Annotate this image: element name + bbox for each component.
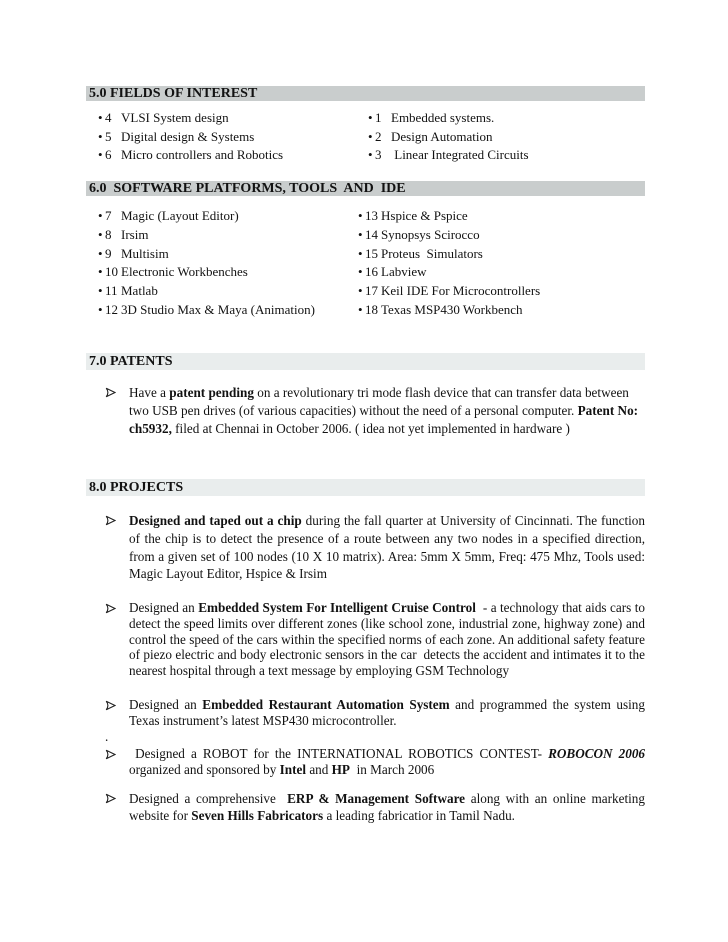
- bold-text: Designed and taped out a chip: [129, 513, 302, 529]
- section-header-software-platforms: 6.0 SOFTWARE PLATFORMS, TOOLS AND IDE: [86, 181, 645, 196]
- section-projects: [86, 479, 652, 824]
- bullet-icon: •: [358, 245, 363, 261]
- text: in March 2006: [350, 761, 435, 777]
- bullet-icon: •: [358, 282, 363, 298]
- bullet-icon: •: [98, 128, 103, 144]
- item-text: Hspice & Pspice: [381, 208, 468, 224]
- bullet-icon: •: [358, 208, 363, 224]
- list-item: [98, 263, 358, 282]
- item-text: Micro controllers and Robotics: [121, 147, 284, 163]
- text: Designed a ROBOT for the INTERNATIONAL ROBOTICS CONTEST-: [129, 745, 549, 761]
- bullet-icon: •: [98, 226, 103, 242]
- item-number: 17: [365, 282, 378, 298]
- bullet-icon: •: [98, 264, 103, 280]
- arrow-bullet-icon: [105, 793, 116, 804]
- item-number: 2: [375, 128, 382, 144]
- bullet-icon: •: [98, 282, 103, 298]
- item-text: Texas MSP430 Workbench: [381, 301, 523, 317]
- item-text: Magic (Layout Editor): [121, 208, 239, 224]
- list-item: [358, 226, 540, 245]
- text: Designed an: [129, 600, 199, 616]
- bold-italic-text: ROBOCON 2006: [548, 745, 646, 761]
- bullet-icon: •: [98, 301, 103, 317]
- bullet-icon: •: [368, 128, 373, 144]
- list-item: [358, 263, 540, 282]
- section-header-fields-of-interest: 5.0 FIELDS OF INTEREST: [86, 86, 645, 101]
- software-platforms-list: [86, 207, 645, 319]
- bold-text: Embedded Restaurant Automation System: [202, 696, 450, 712]
- list-item: [98, 146, 368, 165]
- bullet-icon: •: [98, 147, 103, 163]
- item-text: Electronic Workbenches: [121, 264, 248, 280]
- bold-text: Patent No: ch5932,: [129, 403, 642, 437]
- list-item: [98, 128, 368, 147]
- item-text: Linear Integrated Circuits: [391, 147, 529, 163]
- bullet-icon: •: [358, 226, 363, 242]
- bold-text: Intel: [279, 761, 307, 777]
- text: - a technology that aids cars to detect the speed limits over different zones (like school zone, industrial zone, highway zone) and control the speed of the cars within the specified norms of each zone. An additional safety feature of piezo electric and body electronic sensors in the car detects the accident and intimates it to the nearest hospital through a text message by employing GSM Technology: [129, 600, 649, 678]
- project-item-robocon: [86, 745, 652, 778]
- item-text: Design Automation: [391, 128, 493, 144]
- list-item: [98, 245, 358, 264]
- project-text: [129, 746, 652, 777]
- project-item-erp-software: [86, 790, 649, 825]
- item-number: 11: [105, 282, 118, 298]
- item-text: Synopsys Scirocco: [381, 226, 480, 242]
- bullet-icon: •: [98, 208, 103, 224]
- item-text: Multisim: [121, 245, 169, 261]
- text: along with an online marketing website for: [129, 790, 649, 824]
- list-item: [98, 109, 368, 128]
- list-item: [368, 128, 529, 147]
- arrow-bullet-icon: [105, 387, 116, 398]
- item-text: Proteus Simulators: [381, 245, 483, 261]
- section-header-patents: 7.0 PATENTS: [86, 353, 645, 370]
- text: and: [306, 761, 332, 777]
- patent-text: [129, 385, 641, 436]
- bullet-icon: •: [368, 110, 373, 125]
- arrow-bullet-icon: [105, 700, 116, 711]
- software-right-column: [358, 207, 540, 319]
- item-text: Irsim: [121, 226, 149, 242]
- item-text: Keil IDE For Microcontrollers: [381, 282, 541, 298]
- item-text: Digital design & Systems: [121, 128, 255, 144]
- list-item: [98, 226, 358, 245]
- item-number: 8: [105, 226, 112, 242]
- section-software-platforms: [86, 181, 645, 319]
- bold-text: Embedded System For Intelligent Cruise Control: [198, 600, 476, 616]
- item-text: VLSI System design: [121, 110, 229, 125]
- project-text: [129, 791, 648, 824]
- project-item-restaurant-automation: [86, 696, 649, 729]
- text: filed at Chennai in October 2006. ( idea not yet implemented in hardware ): [171, 421, 570, 437]
- item-number: 15: [365, 245, 378, 261]
- item-number: 1: [375, 110, 382, 125]
- text: Designed an: [129, 696, 203, 712]
- item-number: 13: [365, 208, 378, 224]
- text: organized and sponsored by: [129, 745, 652, 777]
- item-text: Labview: [381, 264, 427, 280]
- arrow-bullet-icon: [105, 603, 116, 614]
- text: Designed a comprehensive: [129, 790, 288, 806]
- text: on a revolutionary tri mode flash device that can transfer data between two USB pen drives (of various capacities) without the need of a personal computer.: [129, 385, 633, 419]
- list-item: [368, 146, 529, 165]
- list-item: [98, 207, 358, 226]
- item-number: 6: [105, 147, 112, 163]
- text: during the fall quarter at University of Cincinnati. The function of the chip is to detect the presence of a route between any two nodes in a specified direction, from a given set of 100 nodes (10 X 10 matrix). Area: 5mm X 5mm, Freq: 475 Mhz, Tools used: Magic Layout Editor, Hspice & Irsim: [129, 513, 649, 582]
- project-text: [129, 513, 648, 581]
- item-number: 3: [375, 147, 382, 163]
- bold-text: Seven Hills Fabricators: [191, 808, 324, 824]
- fields-left-column: [86, 109, 368, 165]
- item-number: 4: [105, 110, 112, 125]
- item-text: Matlab: [121, 282, 158, 298]
- list-item: [98, 282, 358, 301]
- bold-text: ERP & Management Software: [287, 790, 466, 806]
- project-text: [129, 600, 648, 678]
- item-number: 12: [105, 301, 118, 317]
- arrow-bullet-icon: [105, 749, 116, 760]
- list-item: [358, 301, 540, 320]
- item-number: 16: [365, 264, 378, 280]
- patent-item: [86, 384, 645, 438]
- project-item-cruise-control: [86, 600, 649, 679]
- bullet-icon: •: [368, 147, 373, 163]
- section-patents: [86, 353, 645, 438]
- project-text: [129, 697, 648, 728]
- text: Have a: [129, 385, 170, 401]
- bullet-icon: •: [358, 264, 363, 280]
- bullet-icon: •: [358, 301, 363, 317]
- stray-period: .: [105, 728, 109, 744]
- item-number: 9: [105, 245, 112, 261]
- fields-right-column: [368, 109, 529, 165]
- section-header-projects: 8.0 PROJECTS: [86, 479, 645, 496]
- list-item: [98, 301, 358, 320]
- text: and programmed the system using Texas instrument’s latest MSP430 microcontroller.: [129, 696, 649, 728]
- item-number: 5: [105, 128, 112, 144]
- text: a leading fabricatior in Tamil Nadu.: [323, 808, 515, 824]
- item-number: 10: [105, 264, 118, 280]
- bold-text: patent pending: [169, 385, 254, 401]
- item-number: 7: [105, 208, 112, 224]
- bold-text: HP: [331, 761, 350, 777]
- list-item: [368, 109, 529, 128]
- item-number: 14: [365, 226, 378, 242]
- list-item: [358, 207, 540, 226]
- bullet-icon: •: [98, 110, 103, 125]
- list-item: [358, 245, 540, 264]
- section-fields-of-interest: [86, 86, 645, 165]
- bullet-icon: •: [98, 245, 103, 261]
- fields-of-interest-list: [86, 109, 645, 165]
- software-left-column: [86, 207, 358, 319]
- item-number: 18: [365, 301, 378, 317]
- item-text: 3D Studio Max & Maya (Animation): [121, 301, 315, 317]
- list-item: [358, 282, 540, 301]
- arrow-bullet-icon: [105, 515, 116, 526]
- item-text: Embedded systems.: [391, 110, 495, 125]
- project-item-chip: [86, 512, 649, 583]
